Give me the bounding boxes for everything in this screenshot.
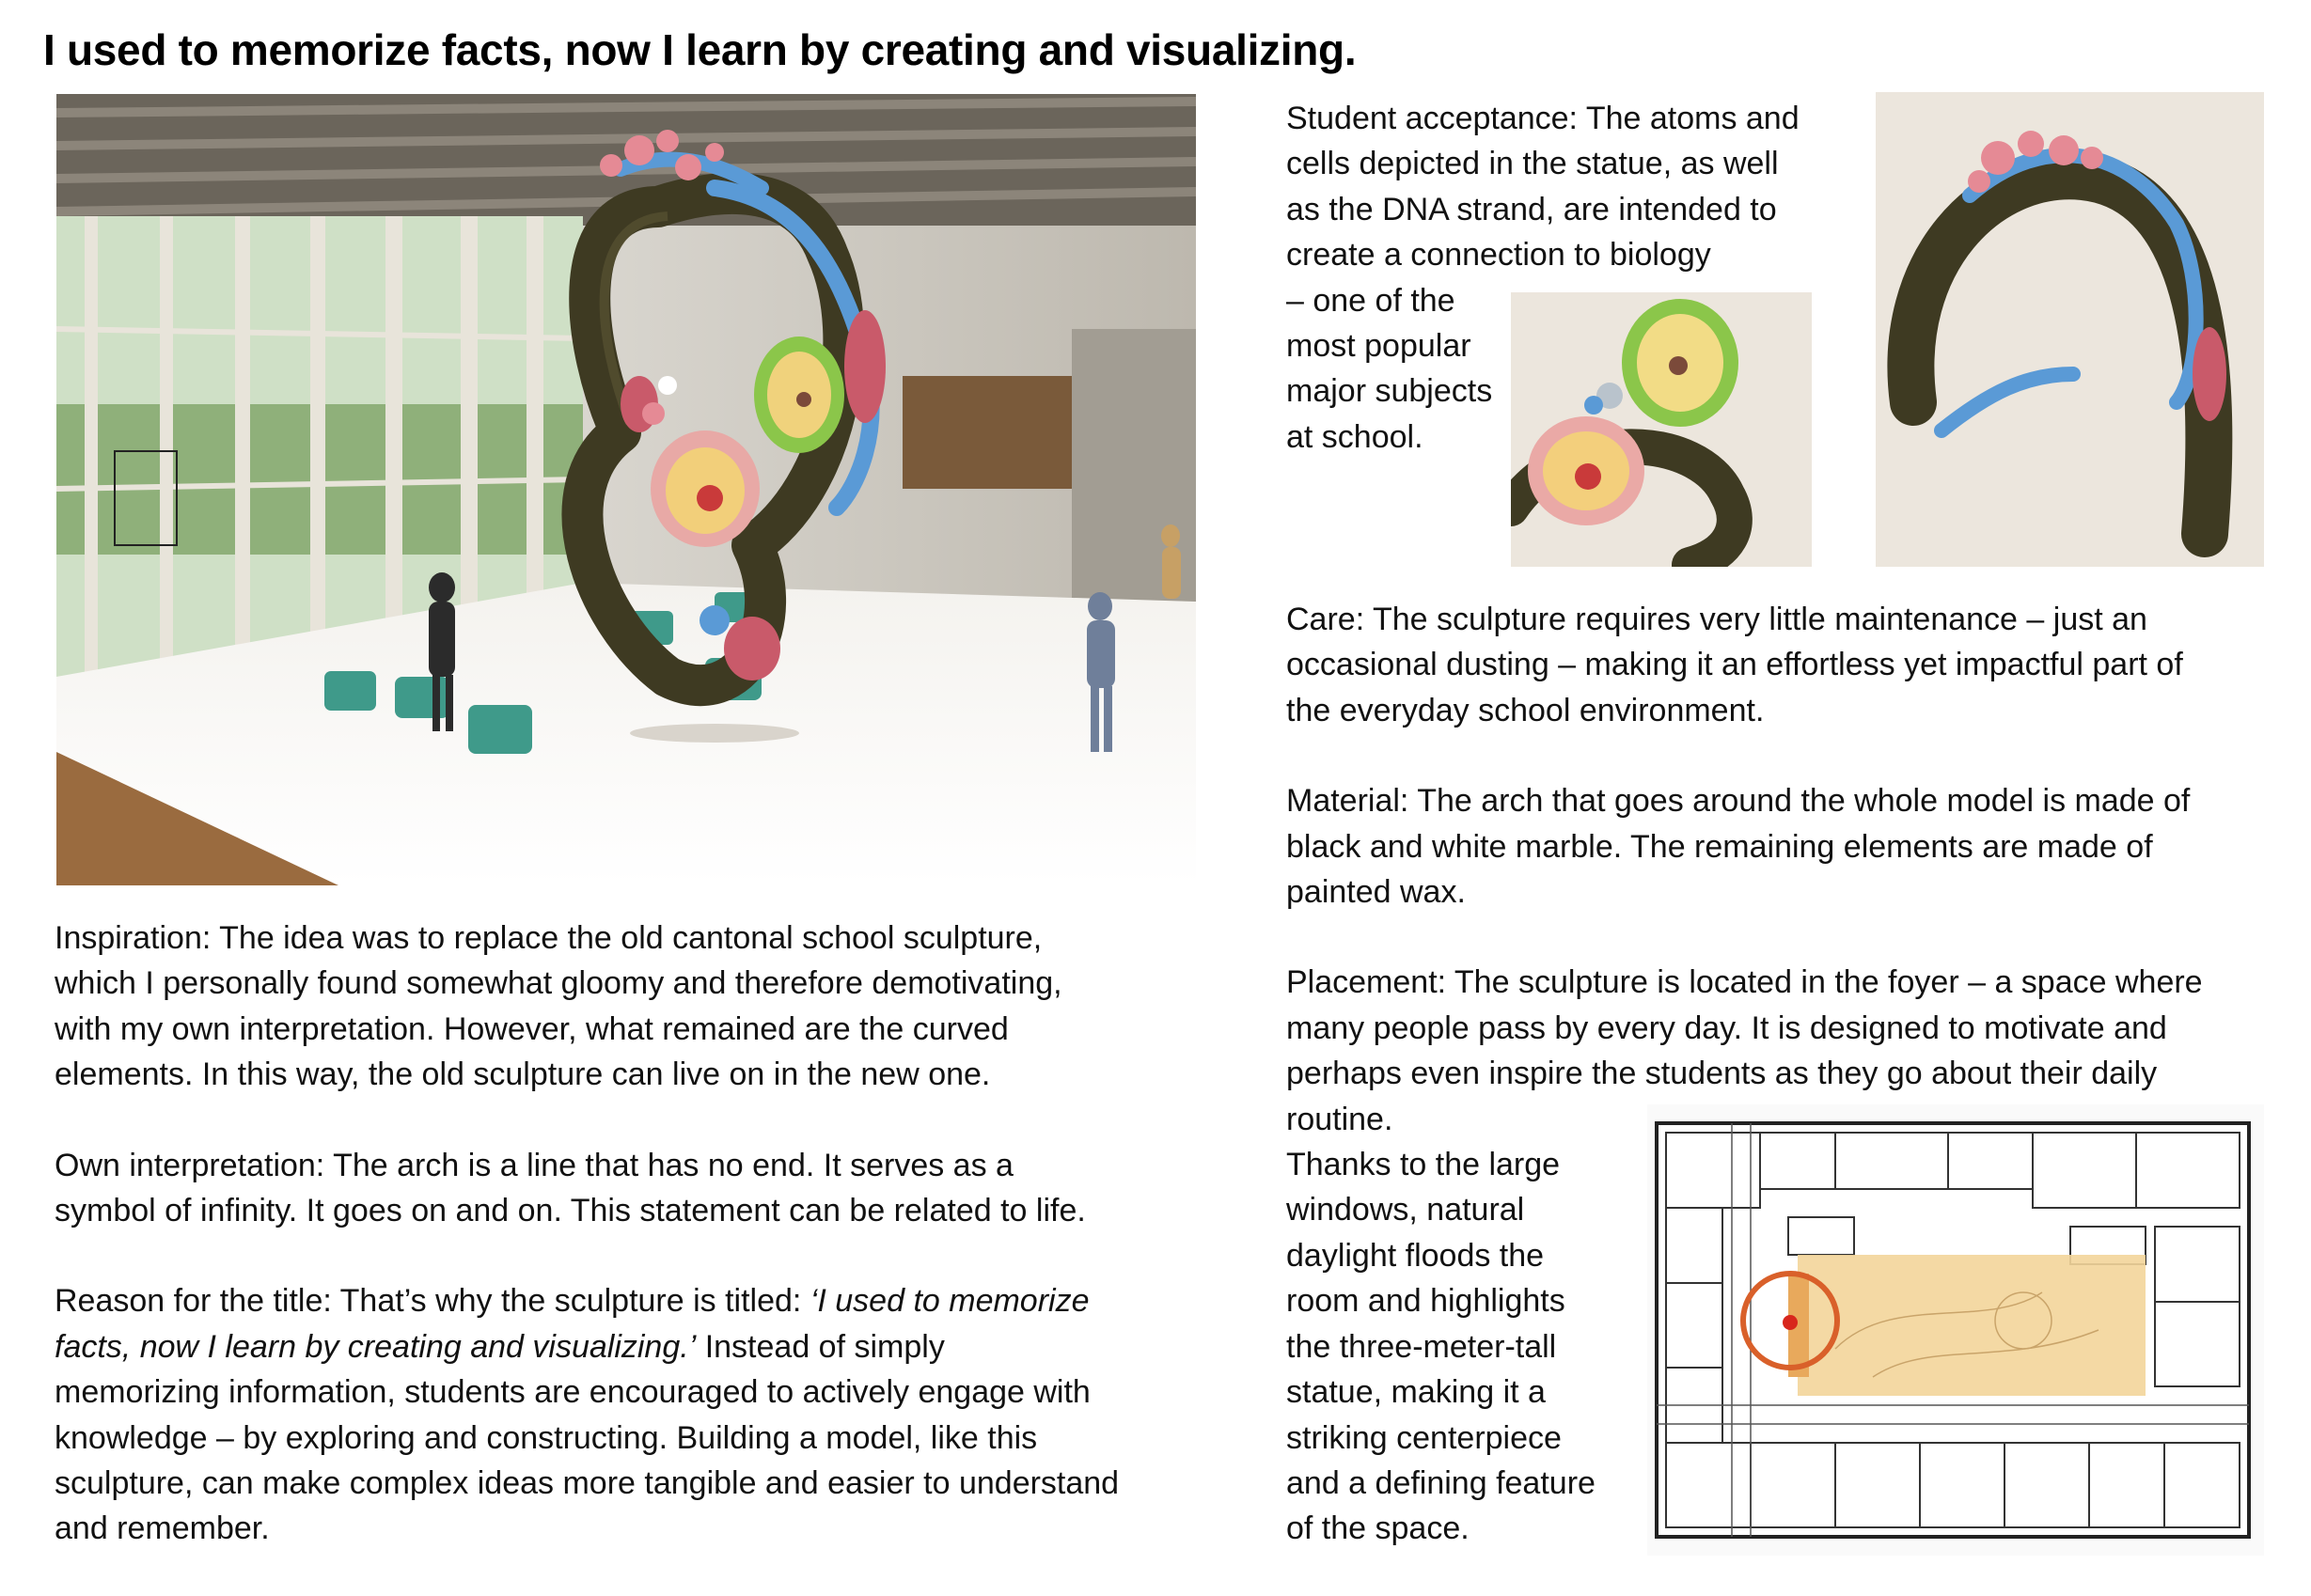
material-paragraph: Material: The arch that goes around the whole model is made of black and white marble. The remaining elements are made of painted wax. [1286,783,2191,911]
inspiration-paragraph: Inspiration: The idea was to replace the old cantonal school sculpture, which I personally found somewhat gloomy and therefore demotivating, with my own interpretation. However, what remained are the curved elements. In this way, the old sculpture can live on in the new one. [55,920,1062,1093]
foyer-rendering-image [56,94,1196,885]
cell-detail-photo [1511,292,1812,567]
arch-detail-photo [1876,92,2264,567]
reason-paragraph: Reason for the title: That’s why the sculpture is titled: ‘I used to memorize facts, now I learn by creating and visualizing.’ Instead of simply memorizing information, students are encouraged to actively engage with knowledge – by exploring and constructing. Building a model, like this sculpture, can make complex ideas more tangible and easier to understand and remember. [55,1283,1120,1547]
floor-plan-illustration [1647,1104,2264,1556]
student-acceptance-text: Student acceptance: The atoms and cells depicted in the statue, as well as the DNA strand, are intended to create a connection to biology – one of the most popular major subjects at school. [1286,101,1800,455]
care-paragraph: Care: The sculpture requires very little maintenance – just an occasional dusting – making it an effortless yet impactful part of the everyday school environment. [1286,602,2183,728]
cell-detail-illustration [1511,292,1812,567]
windows-paragraph: Thanks to the large windows, natural daylight floods the room and highlights the three-meter-tall statue, making it a striking centerpiece and a defining feature of the space. [1286,1147,1596,1547]
left-column-text [55,915,1119,1552]
page-title: I used to memorize facts, now I learn by creating and visualizing. [43,25,1357,74]
foyer-rendering-illustration [56,94,1196,885]
interpretation-paragraph: Own interpretation: The arch is a line that has no end. It serves as a symbol of infinity. It goes on and on. This statement can be related to life. [55,1147,1086,1229]
floor-plan-image [1647,1104,2264,1556]
arch-detail-illustration [1876,92,2264,567]
placement-paragraph: Placement: The sculpture is located in the foyer – a space where many people pass by every day. It is designed to motivate and perhaps even inspire the students as they go about their daily routine. [1286,964,2203,1137]
